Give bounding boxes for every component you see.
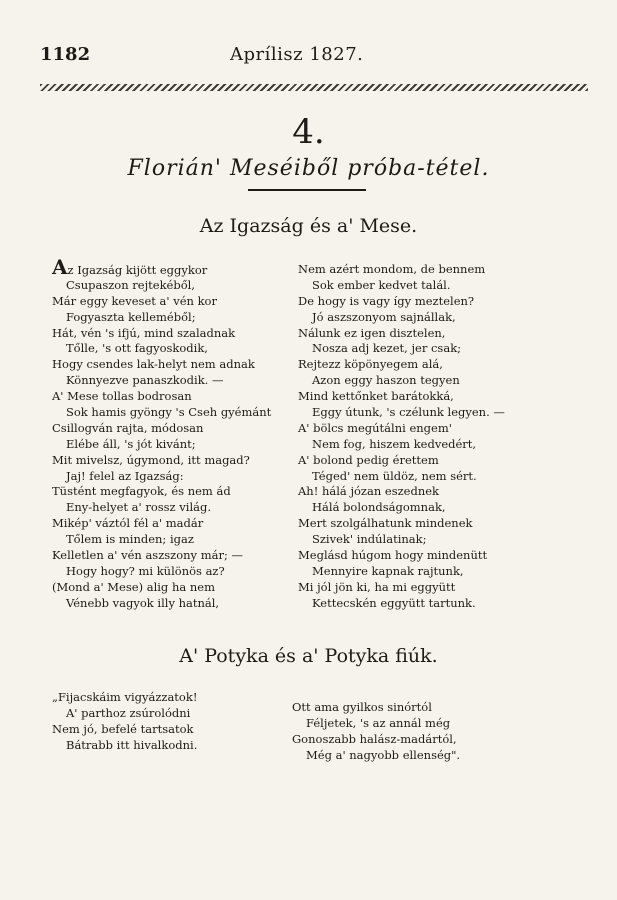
page-header [40, 44, 580, 70]
poem-line: Féljetek, 's az annál még [306, 715, 451, 730]
poem-line: (Mond a' Mese) alig ha nem [52, 579, 215, 594]
fable-title: Az Igazság és a' Mese. [199, 215, 418, 237]
poem-line: Nem azért mondom, de bennem [298, 262, 486, 276]
poem-line: Tőlle, 's ott fagyoskodik, [66, 341, 208, 356]
poem-line: Kettecskén eggyütt tartunk. [312, 595, 476, 610]
poem-line: Bátrabb itt hivalkodni. [66, 737, 198, 752]
title-rule [248, 189, 366, 191]
running-head: Aprílisz 1827. [230, 44, 364, 65]
poem-line: Azon eggy haszon tegyen [312, 373, 460, 388]
poem-line: Nálunk ez igen disztelen, [298, 325, 446, 340]
poem-line: Vénebb vagyok illy hatnál, [66, 595, 220, 610]
poem-line: Téged' nem üldöz, nem sért. [312, 468, 477, 483]
poem-line: Az Igazság kijött eggykor [52, 255, 208, 279]
poem-line: Kelletlen a' vén aszszony már; — [52, 548, 244, 563]
poem-line: A' bölcs megútálni engem' [298, 420, 452, 435]
poem-line: Mind kettőnket barátokká, [298, 389, 454, 404]
drop-cap: A [52, 255, 68, 279]
poem-line: Ah! hálá józan eszednek [298, 484, 440, 499]
poem-line: Rejtezz köpönyegem alá, [298, 357, 443, 372]
poem-line: Már eggy keveset a' vén kor [52, 293, 217, 308]
poem-line: Ott ama gyilkos sinórtól [292, 700, 432, 714]
poem-line: Jaj! felel az Igazság: [66, 468, 184, 483]
poem-line: Elébe áll, 's jót kivánt; [66, 436, 196, 451]
ornamental-border [40, 84, 588, 91]
poem-line: Csupaszon rejtekéből, [66, 277, 195, 292]
poem-line: Hálá bolondságomnak, [312, 500, 446, 515]
poem-line: Tőlem is minden; igaz [66, 532, 194, 547]
poem-line: Hogy csendes lak-helyt nem adnak [52, 357, 255, 372]
poem-line: Sok hamis gyöngy 's Cseh gyémánt [66, 405, 272, 420]
poem-line: Szivek' indúlatinak; [312, 532, 427, 547]
poem-line: Mit mivelsz, úgymond, itt magad? [52, 452, 250, 467]
poem-line: Sok ember kedvet talál. [312, 277, 451, 292]
main-title: Florián' Meséiből próba-tétel. [127, 156, 490, 181]
poem-line: Mennyire kapnak rajtunk, [312, 563, 464, 578]
poem-column-right [298, 262, 505, 612]
page-number: 1182 [40, 44, 91, 65]
poem-line: Mert szolgálhatunk mindenek [298, 516, 473, 531]
poem-line: Jó aszszonyom sajnállak, [312, 309, 456, 324]
section-number: 4. [292, 112, 325, 152]
poem-column-right [292, 700, 460, 764]
poem-line: Nosza adj kezet, jer csak; [312, 341, 462, 356]
poem-line: Még a' nagyobb ellenség". [306, 747, 461, 762]
poem-line: Eggy útunk, 's czélunk legyen. — [312, 405, 505, 420]
poem-line: A' bolond pedig érettem [298, 452, 439, 467]
poem-line: Tüstént megfagyok, és nem ád [52, 484, 231, 499]
poem-line: A' parthoz zsúrolódni [66, 705, 191, 720]
poem-line: Meglásd húgom hogy mindenütt [298, 548, 488, 563]
poem-line: Hogy hogy? mi különös az? [66, 563, 225, 578]
fable-title: A' Potyka és a' Potyka fiúk. [179, 645, 438, 667]
poem-line: A' Mese tollas bodrosan [52, 389, 192, 404]
poem-column-left [52, 255, 272, 612]
poem-line: „Fijacskáim vigyázzatok! [52, 690, 198, 704]
poem-line: Könnyezve panaszkodik. — [66, 373, 224, 388]
poem-line: Hát, vén 's ifjú, mind szaladnak [52, 325, 236, 340]
poem-line: Mi jól jön ki, ha mi eggyütt [298, 579, 456, 594]
poem-line: Nem fog, hiszem kedvedért, [312, 436, 477, 451]
poem-line: Fogyaszta kelleméből; [66, 309, 196, 324]
poem-line: De hogy is vagy így meztelen? [298, 293, 475, 308]
poem-line: Nem jó, befelé tartsatok [52, 721, 194, 736]
poem-line: Gonoszabb halász-madártól, [292, 731, 457, 746]
poem-line: Eny-helyet a' rossz világ. [66, 500, 211, 515]
poem-column-left [52, 690, 197, 754]
poem-line: Mikép' váztól fél a' madár [52, 516, 204, 531]
poem-line: Csillogván rajta, módosan [52, 420, 204, 435]
